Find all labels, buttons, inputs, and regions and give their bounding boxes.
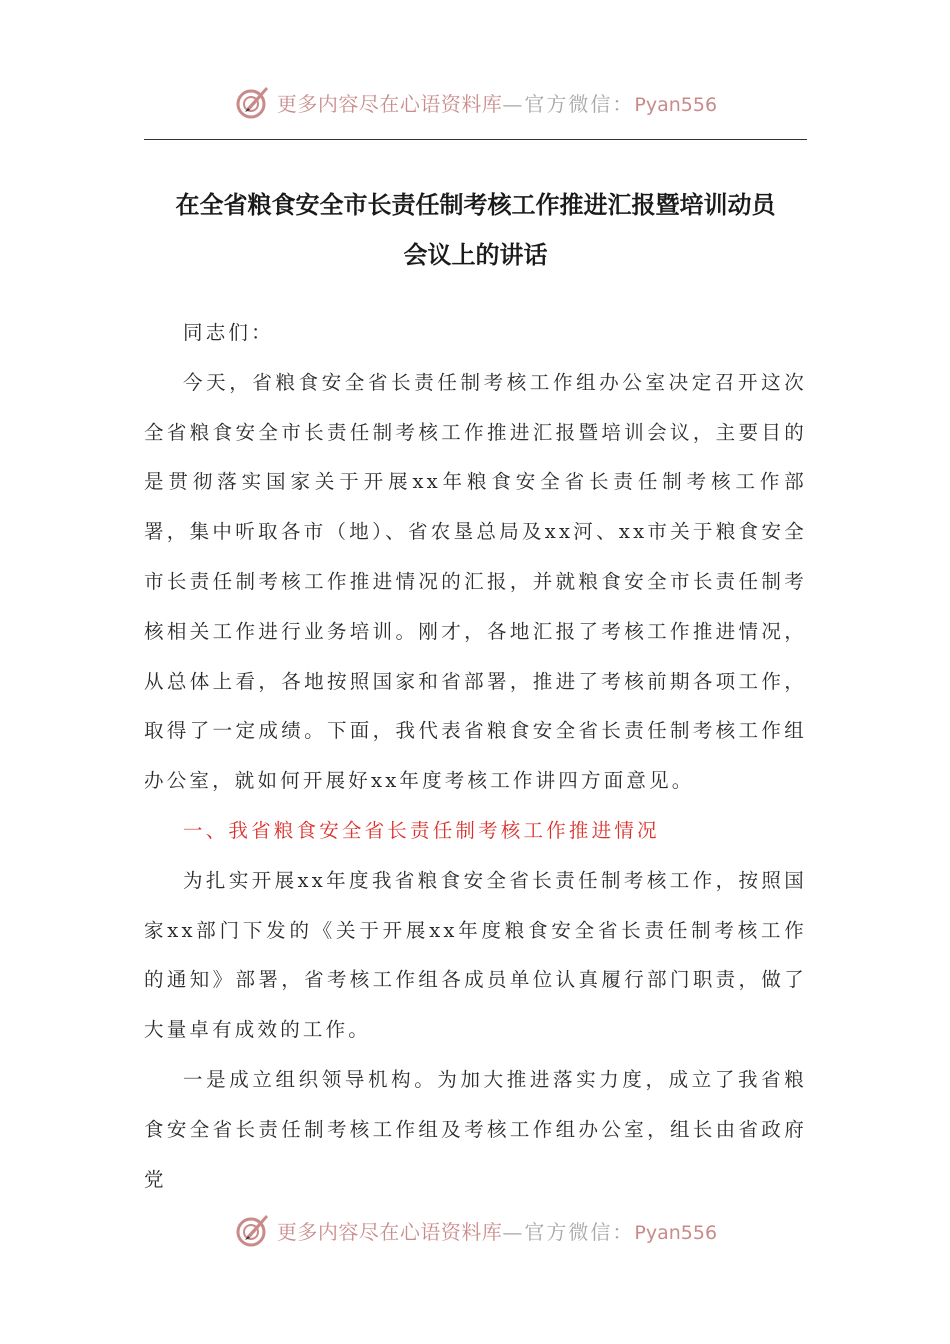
quill-seal-icon (233, 82, 273, 122)
title-line-1: 在全省粮食安全市长责任制考核工作推进汇报暨培训动员 (175, 191, 776, 219)
watermark-brand: 更多内容尽在心语资料库 (276, 1219, 503, 1244)
watermark-dash: — (502, 91, 525, 116)
header-watermark (0, 82, 950, 122)
footer-watermark (0, 1210, 950, 1250)
watermark-wechat-id: Pyan556 (634, 1221, 718, 1244)
watermark-wechat-label: 官方微信： (524, 91, 635, 116)
paragraph-point-1: 一是成立组织领导机构。为加大推进落实力度，成立了我省粮食安全省长责任制考核工作组及考核工作组办公室，组长由省政府党 (144, 1067, 807, 1191)
watermark-wechat-label: 官方微信： (524, 1219, 635, 1244)
watermark-dash: — (502, 1219, 525, 1244)
watermark-brand: 更多内容尽在心语资料库 (276, 91, 503, 116)
section-heading-1: 一、我省粮食安全省长责任制考核工作推进情况 (183, 818, 660, 842)
watermark-text (277, 88, 717, 117)
quill-seal-icon (233, 1210, 273, 1250)
paragraph-section-1: 为扎实开展xx年度我省粮食安全省长责任制考核工作，按照国家xx部门下发的《关于开展xx年度粮食安全省长责任制考核工作的通知》部署，省考核工作组各成员单位认真履行部门职责，做了大量卓有成效的工作。 (144, 868, 807, 1042)
document-title (144, 180, 807, 280)
header-divider (144, 139, 807, 140)
title-line-2: 会议上的讲话 (403, 241, 548, 269)
watermark-wechat-id: Pyan556 (634, 93, 718, 116)
document-body (144, 308, 807, 1204)
salutation: 同志们： (183, 321, 274, 344)
watermark-text (277, 1216, 717, 1245)
paragraph-intro: 今天，省粮食安全省长责任制考核工作组办公室决定召开这次全省粮食安全市长责任制考核工作推进汇报暨培训会议，主要目的是贯彻落实国家关于开展xx年粮食安全省长责任制考核工作部署，集中听取各市（地）、省农垦总局及xx河、xx市关于粮食安全市长责任制考核工作推进情况的汇报，并就粮食安全市长责任制考核相关工作进行业务培训。刚才，各地汇报了考核工作推进情况，从总体上看，各地按照国家和省部署，推进了考核前期各项工作，取得了一定成绩。下面，我代表省粮食安全省长责任制考核工作组办公室，就如何开展好xx年度考核工作讲四方面意见。 (144, 370, 807, 793)
